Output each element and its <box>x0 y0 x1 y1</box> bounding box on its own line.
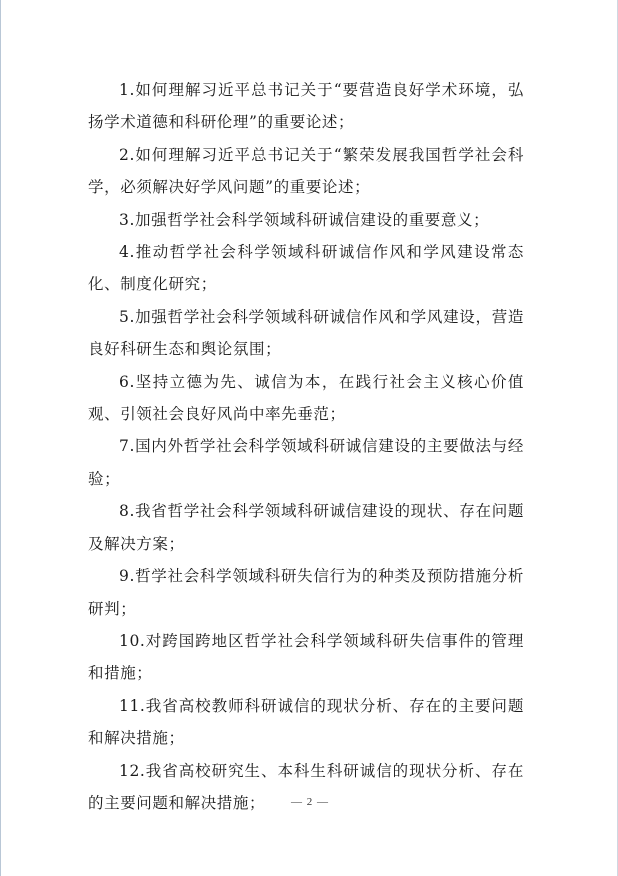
document-body <box>88 74 524 819</box>
list-item: 7.国内外哲学社会科学领域科研诚信建设的主要做法与经验； <box>88 437 524 488</box>
list-item: 4.推动哲学社会科学领域科研诚信作风和学风建设常态化、制度化研究； <box>88 243 524 294</box>
list-item: 12.我省高校研究生、本科生科研诚信的现状分析、存在的主要问题和解决措施； <box>88 761 524 812</box>
list-item: 8.我省哲学社会科学领域科研诚信建设的现状、存在问题及解决方案； <box>88 502 524 553</box>
list-item: 2.如何理解习近平总书记关于“繁荣发展我国哲学社会科学，必须解决好学风问题”的重要论述； <box>88 145 524 197</box>
list-item: 9.哲学社会科学领域科研失信行为的种类及预防措施分析研判； <box>88 567 524 618</box>
list-item: 5.加强哲学社会科学领域科研诚信作风和学风建设，营造良好科研生态和舆论氛围； <box>88 307 524 359</box>
list-item: 6.坚持立德为先、诚信为本，在践行社会主义核心价值观、引领社会良好风尚中率先垂范； <box>88 372 524 424</box>
list-item: 10.对跨国跨地区哲学社会科学领域科研失信事件的管理和措施； <box>88 631 524 683</box>
list-item: 1.如何理解习近平总书记关于“要营造良好学术环境，弘扬学术道德和科研伦理”的重要论述； <box>88 81 524 132</box>
list-item: 3.加强哲学社会科学领域科研诚信建设的重要意义； <box>119 210 490 229</box>
list-item: 11.我省高校教师科研诚信的现状分析、存在的主要问题和解决措施； <box>88 696 524 748</box>
page-number: — 2 — <box>291 796 329 808</box>
